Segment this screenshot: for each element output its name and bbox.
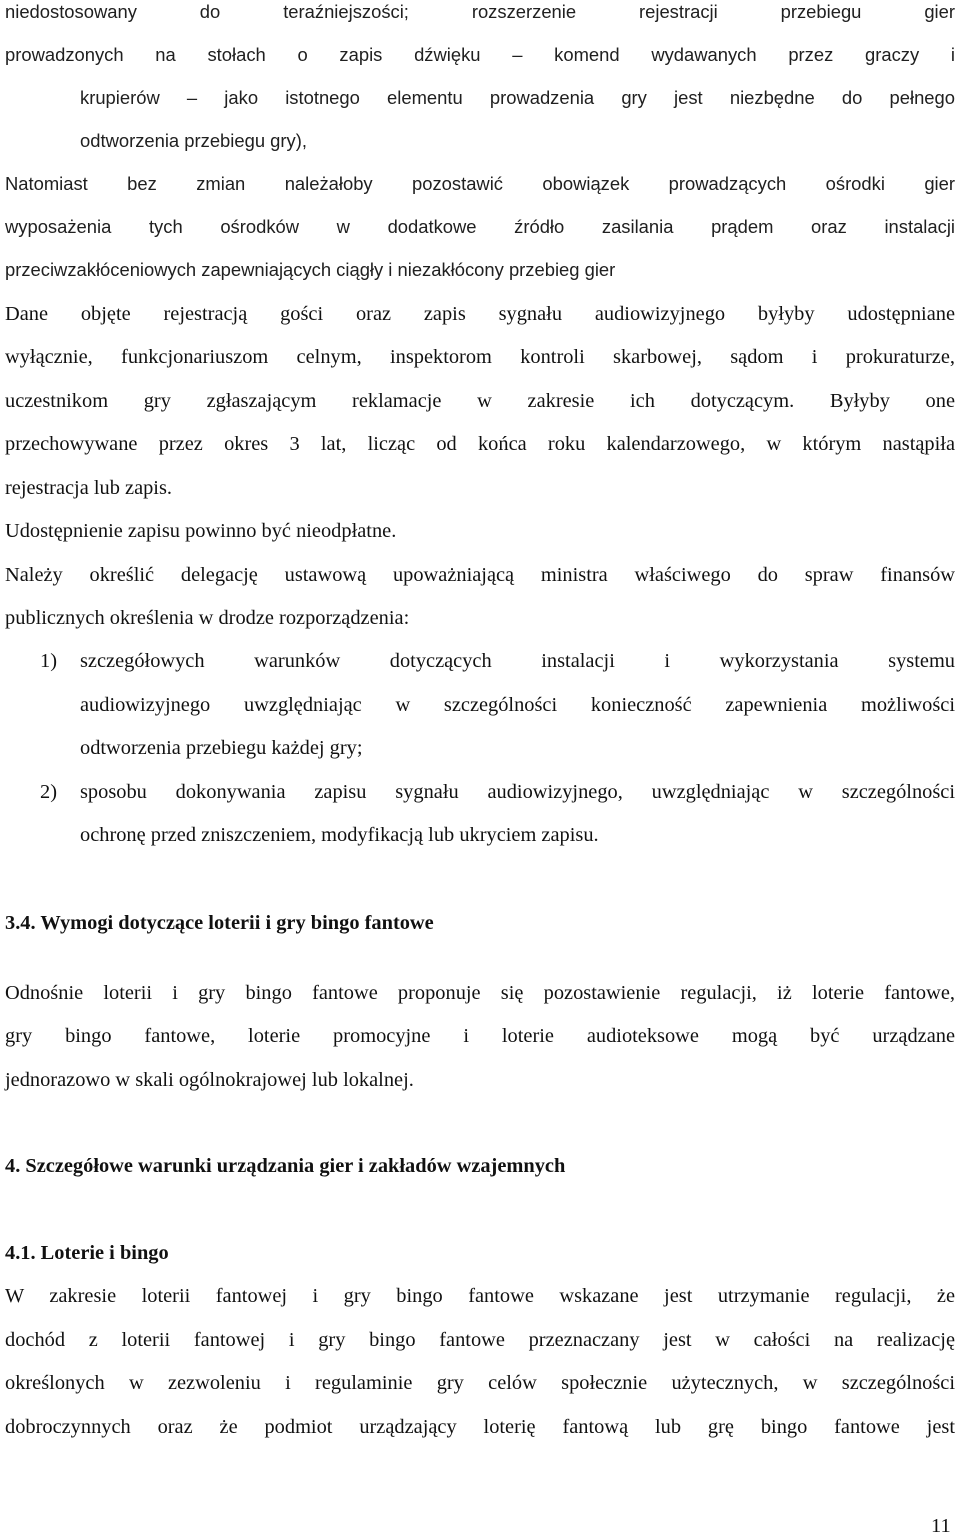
paragraph-line: dochód z loterii fantowej i gry bingo fantowe przeznaczany jest w całości na realizację	[5, 1329, 955, 1351]
paragraph-line: wyposażenia tych ośrodków w dodatkowe źródło zasilania prądem oraz instalacji	[5, 216, 955, 237]
paragraph-line: niedostosowany do teraźniejszości; rozszerzenie rejestracji przebiegu gier	[5, 1, 955, 22]
paragraph-line: uczestnikom gry zgłaszającym reklamacje w zakresie ich dotyczącym. Byłyby one	[5, 390, 955, 412]
paragraph-line: wyłącznie, funkcjonariuszom celnym, inspektorom kontroli skarbowej, sądom i prokuraturze,	[5, 346, 955, 368]
section-heading: 3.4. Wymogi dotyczące loterii i gry bingo fantowe	[5, 912, 434, 934]
paragraph-line: przeciwzakłóceniowych zapewniających ciągły i niezakłócony przebieg gier	[5, 259, 616, 280]
section-heading: 4. Szczegółowe warunki urządzania gier i zakładów wzajemnych	[5, 1155, 566, 1177]
paragraph-line: prowadzonych na stołach o zapis dźwięku – komend wydawanych przez graczy i	[5, 44, 955, 65]
paragraph-line: jednorazowo w skali ogólnokrajowej lub lokalnej.	[5, 1069, 414, 1091]
paragraph-line: W zakresie loterii fantowej i gry bingo fantowe wskazane jest utrzymanie regulacji, że	[5, 1285, 955, 1307]
list-item-number: 1)	[40, 650, 57, 672]
list-item-line: odtworzenia przebiegu każdej gry;	[80, 737, 363, 759]
paragraph-line: przechowywane przez okres 3 lat, licząc od końca roku kalendarzowego, w którym nastąpiła	[5, 433, 955, 455]
paragraph-line: Odnośnie loterii i gry bingo fantowe proponuje się pozostawienie regulacji, iż loterie fantowe,	[5, 982, 955, 1004]
section-heading: 4.1. Loterie i bingo	[5, 1242, 169, 1264]
list-item-line: sposobu dokonywania zapisu sygnału audiowizyjnego, uwzględniając w szczególności	[80, 781, 955, 803]
paragraph-line: odtworzenia przebiegu gry),	[80, 130, 307, 151]
page-number: 11	[931, 1515, 951, 1537]
paragraph-line: krupierów – jako istotnego elementu prowadzenia gry jest niezbędne do pełnego	[80, 87, 955, 108]
paragraph-line: Natomiast bez zmian należałoby pozostawić obowiązek prowadzących ośrodki gier	[5, 173, 955, 194]
paragraph-line: dobroczynnych oraz że podmiot urządzający loterię fantową lub grę bingo fantowe jest	[5, 1416, 955, 1438]
paragraph-line: gry bingo fantowe, loterie promocyjne i loterie audioteksowe mogą być urządzane	[5, 1025, 955, 1047]
list-item-line: ochronę przed zniszczeniem, modyfikacją lub ukryciem zapisu.	[80, 824, 599, 846]
list-item-line: audiowizyjnego uwzględniając w szczególności konieczność zapewnienia możliwości	[80, 694, 955, 716]
paragraph-line: określonych w zezwoleniu i regulaminie gry celów społecznie użytecznych, w szczególności	[5, 1372, 955, 1394]
paragraph-line: publicznych określenia w drodze rozporządzenia:	[5, 607, 410, 629]
list-item-line: szczegółowych warunków dotyczących instalacji i wykorzystania systemu	[80, 650, 955, 672]
list-item-number: 2)	[40, 781, 57, 803]
paragraph-line: rejestracja lub zapis.	[5, 477, 173, 499]
paragraph-line: Udostępnienie zapisu powinno być nieodpłatne.	[5, 520, 397, 542]
paragraph-line: Dane objęte rejestracją gości oraz zapis sygnału audiowizyjnego byłyby udostępniane	[5, 303, 955, 325]
paragraph-line: Należy określić delegację ustawową upoważniającą ministra właściwego do spraw finansów	[5, 564, 955, 586]
